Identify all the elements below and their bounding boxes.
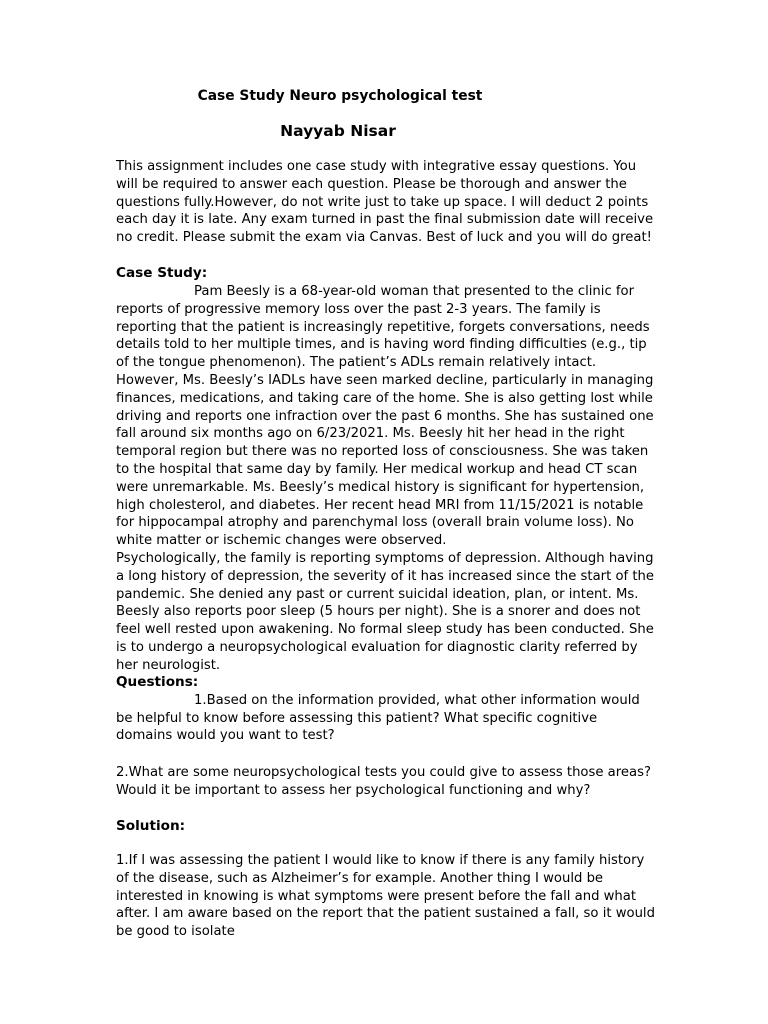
- solution-section: [116, 818, 656, 836]
- document-title: Case Study Neuro psychological test: [197, 88, 483, 104]
- case-study-paragraph-2: Psychologically, the family is reporting symptoms of depression. Although having a long history of depression, the severity of it has increased since the start of the pandemic. She denied any past or current suicidal ideation, plan, or intent. Ms. Beesly also reports poor sleep (5 hours per night). She is a snorer and does not feel well rested upon awakening. No formal sleep study has been conducted. She is to undergo a neuropsychological evaluation for diagnostic clarity referred by her neurologist.: [116, 550, 654, 673]
- case-study-paragraph-1: [116, 283, 656, 550]
- question-2-block: [116, 764, 656, 800]
- solution-1: 1.If I was assessing the patient I would like to know if there is any family history of the disease, such as Alzheimer’s for example. Another thing I would be interested in knowing is what symptoms were present before the fall and what after. I am aware based on the report that the patient sustained a fall, so it would be good to isolate: [116, 853, 655, 940]
- question-1-text: 1.Based on the information provided, what other information would be helpful to know before assessing this patient? What specific cognitive domains would you want to test?: [116, 692, 640, 744]
- document-author: Nayyab Nisar: [280, 122, 396, 140]
- case-study-section: [116, 265, 656, 283]
- case-study-paragraph-1-text: Pam Beesly is a 68-year-old woman that presented to the clinic for reports of progressive memory loss over the past 2-3 years. The family is reporting that the patient is increasingly repetitive, forgets conversations, needs details told to her multiple times, and is having word finding difficulties (e.g., tip of the tongue phenomenon). The patient’s ADLs remain relatively intact. However, Ms. Beesly’s IADLs have seen marked decline, particularly in managing finances, medications, and taking care of the home. She is also getting lost while driving and reports one infraction over the past 6 months. She has sustained one fall around six months ago on 6/23/2021. Ms. Beesly hit her head in the right temporal region but there was no reported loss of consciousness. She was taken to the hospital that same day by family. Her medical workup and head CT scan were unremarkable. Ms. Beesly’s medical history is significant for hypertension, high cholesterol, and diabetes. Her recent head MRI from 11/15/2021 is notable for hippocampal atrophy and parenchymal loss (overall brain volume loss). No white matter or ischemic changes were observed.: [116, 284, 654, 549]
- solution-heading: Solution:: [116, 818, 186, 834]
- questions-section: [116, 674, 656, 745]
- question-1: [116, 692, 656, 745]
- questions-heading: Questions:: [116, 674, 199, 690]
- case-study-body: [116, 283, 656, 675]
- intro-text: This assignment includes one case study with integrative essay questions. You will be required to answer each question. Please be thorough and answer the questions fully.However, do not write just to take up space. I will deduct 2 points each day it is late. Any exam turned in past the final submission date will receive no credit. Please submit the exam via Canvas. Best of luck and you will do great!: [116, 159, 654, 246]
- intro-paragraph: [116, 158, 656, 247]
- solution-body: [116, 852, 656, 941]
- question-2: 2.What are some neuropsychological tests you could give to assess those areas? Would it be important to assess her psychological functioning and why?: [116, 765, 651, 798]
- case-study-heading: Case Study:: [116, 265, 208, 281]
